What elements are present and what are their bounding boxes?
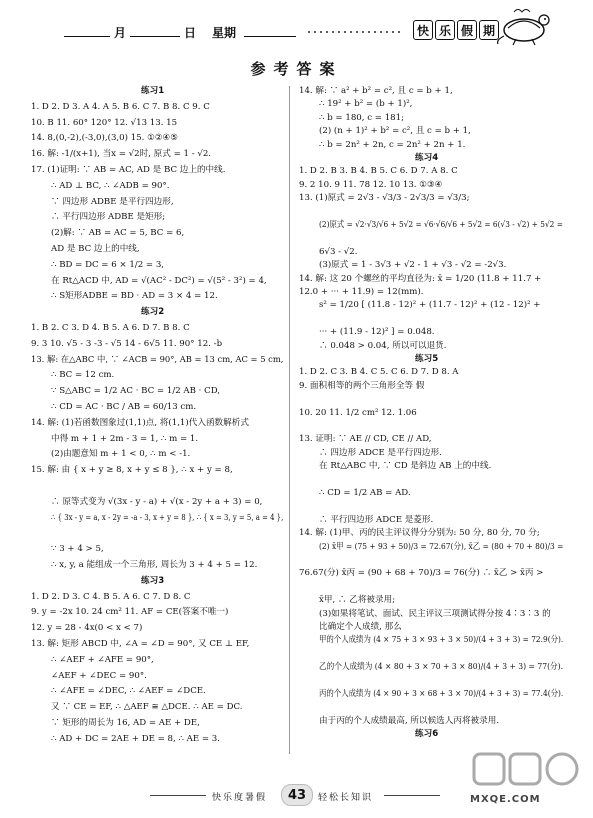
day-label: 日 [184, 26, 197, 40]
answer-line: 甲的个人成绩为 (4 × 75 + 3 × 93 + 3 × 50)/(4 + 3 + 3) = 72.9(分). [319, 635, 564, 646]
answer-line: ∴ 平行四边形 ADCE 是菱形. [319, 514, 434, 525]
answer-line: 1. D 2. B 3. B 4. B 5. C 6. D 7. A 8. C [299, 166, 458, 177]
column-divider [289, 86, 290, 754]
answer-line: 13. 证明: ∵ AE // CD, CE // AD, [299, 434, 432, 445]
answer-line: 9. 2 10. 9 11. 78 12. 10 13. ①③④ [299, 179, 443, 190]
answer-line: 1. D 2. D 3. C 4. B 5. A 6. C 7. D 8. C [31, 591, 191, 602]
answer-line: 76.67(分) x̄丙 = (90 + 68 + 70)/3 = 76(分) ∴ x̄乙 > x̄丙 > [299, 568, 544, 579]
answer-line: 乙的个人成绩为 (4 × 80 + 3 × 70 + 3 × 80)/(4 + 3 + 3) = 77(分). [319, 662, 564, 673]
answer-line: 14. 解: ∵ a² + b² = c², 且 c = b + 1, [299, 86, 453, 96]
answer-line: 10. 20 11. 1/2 cm² 12. 1.06 [299, 407, 417, 418]
answer-line: 14. 8,(0,-2),(-3,0),(3,0) 15. ①②④⑤ [31, 133, 178, 144]
answer-line: ∴ CD = AC · BC / AB = 60/13 cm. [51, 402, 197, 412]
answer-line: 1. D 2. C 3. B 4. C 5. C 6. D 7. D 8. A [299, 367, 459, 378]
day-blank [130, 36, 180, 37]
footer-rule-right [384, 795, 440, 796]
answer-line: 12.0 + ··· + 11.9) = 12(mm). [299, 287, 424, 297]
answer-line: ∵ S△ABC = 1/2 AC · BC = 1/2 AB · CD, [51, 386, 221, 397]
section-heading: 练习6 [415, 729, 439, 740]
answer-line: ∴ b = 2n² + 2n, c = 2n² + 2n + 1. [319, 139, 466, 150]
section-heading: 练习5 [415, 354, 439, 364]
answer-line: ∴ CD = 1/2 AB = AD. [319, 488, 411, 498]
answer-line: ∴ { 3x - y = a, x - 2y = -a - 3, x + y = 8 }, ∴ { x = 3, y = 5, a = 4 }, [51, 512, 284, 523]
answer-line: s² = 1/20 [ (11.8 - 12)² + (11.7 - 12)² + (12 - 12)² + [319, 300, 541, 311]
answer-line: 9. 面积相等的两个三角形全等 假 [299, 380, 425, 391]
answer-line: (2)原式 = √2·√3/√6 + 5√2 = √6·√6/√6 + 5√2 = 6(√3 - √2) + 5√2 = [319, 220, 563, 230]
answer-line: 12. y = 28 - 4x(0 < x < 7) [31, 623, 143, 634]
page-number: 43 [281, 784, 313, 806]
answer-line: 14. 解: (1)若函数图象过(1,1)点, 将(1,1)代入函数解析式 [31, 417, 249, 428]
brand-char: 假 [457, 20, 477, 40]
brand-logo [413, 20, 499, 40]
footer-left-text: 快乐度暑假 [212, 793, 268, 803]
month-blank [64, 36, 110, 37]
answer-line: ∴ b = 180, c = 181; [319, 112, 405, 123]
answer-line: 9. 3 10. √5 - 3 -3 - √5 14 - 6√5 11. 90° 12. -b [31, 338, 223, 349]
answer-line: (2)解: ∵ AB = AC = 5, BC = 6, [51, 228, 185, 239]
answer-line: 13. (1)原式 = 2√3 - √3/3 - 2√3/3 = √3/3; [299, 193, 470, 204]
answer-line: ∴ AD + DC = 2AE + DE = 8, ∴ AE = 3. [51, 733, 221, 744]
answer-line: ∴ BD = DC = 6 × 1/2 = 3, [51, 259, 165, 270]
page-header [0, 0, 593, 50]
answer-line: 比确定个人成绩, 那么 [319, 622, 402, 632]
section-heading: 练习3 [141, 575, 165, 586]
answer-line: ∴ 19² + b² = (b + 1)², [319, 99, 413, 110]
answer-line: ∴ 平行四边形 ADBE 是矩形; [51, 212, 166, 223]
answer-line: 13. 解: 矩形 ABCD 中, ∠A = ∠D = 90°, 又 CE ⊥ EF, [31, 639, 250, 649]
answer-line: 1. D 2. D 3. A 4. A 5. B 6. C 7. B 8. C 9. C [31, 101, 210, 112]
brand-char: 快 [413, 20, 433, 40]
answer-line: ∠AEF + ∠DEC = 90°. [51, 670, 147, 681]
answer-line: (3)如果将笔试、面试、民主评议三项测试得分按 4∶3∶3 的 [319, 608, 551, 619]
answer-line: 在 Rt△ACD 中, AD = √(AC² - DC²) = √(5² - 3²) = 4, [51, 275, 267, 286]
footer-rule-left [150, 795, 206, 796]
answer-line: 10. B 11. 60° 120° 12. √13 13. 15 [31, 117, 178, 128]
answer-line: 在 Rt△ABC 中, ∵ CD 是斜边 AB 上的中线. [319, 461, 492, 472]
answer-line: 6√3 - √2. [319, 246, 358, 257]
answer-line: ∵ 四边形 ADBE 是平行四边形, [51, 196, 174, 207]
answer-line: ∴ ∠AFE = ∠DEC, ∴ ∠AEF = ∠DCE. [51, 686, 206, 697]
answer-line: (2) (n + 1)² + b² = c², 且 c = b + 1, [319, 126, 471, 137]
answer-line: ∴ 四边形 ADCE 是平行四边形. [319, 447, 442, 458]
answer-line: ∴ AD ⊥ BC, ∴ ∠ADB = 90°. [51, 180, 170, 191]
answer-line: 13. 解: 在△ABC 中, ∵ ∠ACB = 90°, AB = 13 cm, AC = 5 cm, [31, 354, 284, 365]
answer-line: ∵ 3 + 4 > 5, [51, 544, 104, 555]
weekday-label: 星期 [212, 26, 237, 40]
answer-line: x̄甲, ∴ 乙将被录用; [319, 595, 396, 606]
answer-line: 丙的个人成绩为 (4 × 90 + 3 × 68 + 3 × 70)/(4 + 3 + 3) = 77.4(分). [319, 689, 564, 699]
page-title: 参考答案 [250, 60, 343, 78]
footer-right-text: 轻松长知识 [318, 793, 374, 803]
answer-line: ∴ 0.048 > 0.04, 所以可以退货. [319, 340, 447, 351]
answer-line: 14. 解: (1)甲、丙的民主评议得分分别为: 50 分, 80 分, 70 分; [299, 528, 540, 539]
section-heading: 练习1 [141, 86, 165, 96]
watermark-text: MXQE.COM [470, 794, 541, 805]
answer-line: 15. 解: 由 { x + y ≥ 8, x + y ≤ 8 }, ∴ x + y = 8, [31, 465, 233, 476]
section-heading: 练习4 [415, 153, 439, 163]
answer-line: 16. 解: -1/(x+1), 当x = √2时, 原式 = 1 - √2. [31, 149, 212, 160]
answer-line: 17. (1)证明: ∵ AB = AC, AD 是 BC 边上的中线. [31, 165, 226, 175]
answer-line: (3)原式 = 1 - 3√3 + √2 - 1 + √3 - √2 = -2√3. [319, 260, 507, 271]
turtle-mascot-icon [494, 6, 552, 46]
answer-line: 又 ∵ CE = EF, ∴ △AEF ≅ △DCE. ∴ AE = DC. [51, 702, 243, 713]
answer-line: ∴ S矩形ADBE = BD · AD = 3 × 4 = 12. [51, 291, 218, 302]
answer-line: ··· + (11.9 - 12)² ] = 0.048. [319, 327, 435, 338]
weekday-blank [244, 36, 296, 37]
answer-line: 1. B 2. C 3. D 4. B 5. A 6. D 7. B 8. C [31, 323, 190, 333]
answer-line: 由于丙的个人成绩最高, 所以候选人丙将被录用. [319, 715, 500, 726]
answer-line: ∵ 矩形的周长为 16, AD = AE + DE, [51, 718, 200, 728]
brand-char: 期 [479, 20, 499, 40]
answer-line: 14. 解: 这 20 个螺丝的平均直径为: x̄ = 1/20 (11.8 + 11.7 + [299, 273, 542, 284]
answer-line: (2)由题意知 m + 1 < 0, ∴ m < -1. [51, 449, 191, 460]
month-label: 月 [114, 26, 127, 40]
brand-char: 乐 [435, 20, 455, 40]
section-heading: 练习2 [141, 307, 165, 318]
answer-line: ∴ BC = 12 cm. [51, 370, 115, 381]
answer-line: 9. y = -2x 10. 24 cm² 11. AF = CE(答案不唯一) [31, 607, 229, 618]
answer-line: AD 是 BC 边上的中线, [51, 244, 140, 254]
answer-line: (2) x̄甲 = (75 + 93 + 50)/3 = 72.67(分), x̄乙 = (80 + 70 + 80)/3 = [319, 541, 564, 552]
answer-line: ∴ x, y, a 能组成一个三角形, 周长为 3 + 4 + 5 = 12. [51, 560, 258, 570]
answer-line: ∴ ∠AEF + ∠AFE = 90°, [51, 654, 154, 665]
answer-line: ∴ 原等式变为 √(3x - y - a) + √(x - 2y + a + 3) = 0, [51, 496, 263, 507]
answer-line: 中得 m + 1 + 2m - 3 = 1, ∴ m = 1. [51, 433, 199, 444]
dotted-ornament [306, 30, 402, 34]
